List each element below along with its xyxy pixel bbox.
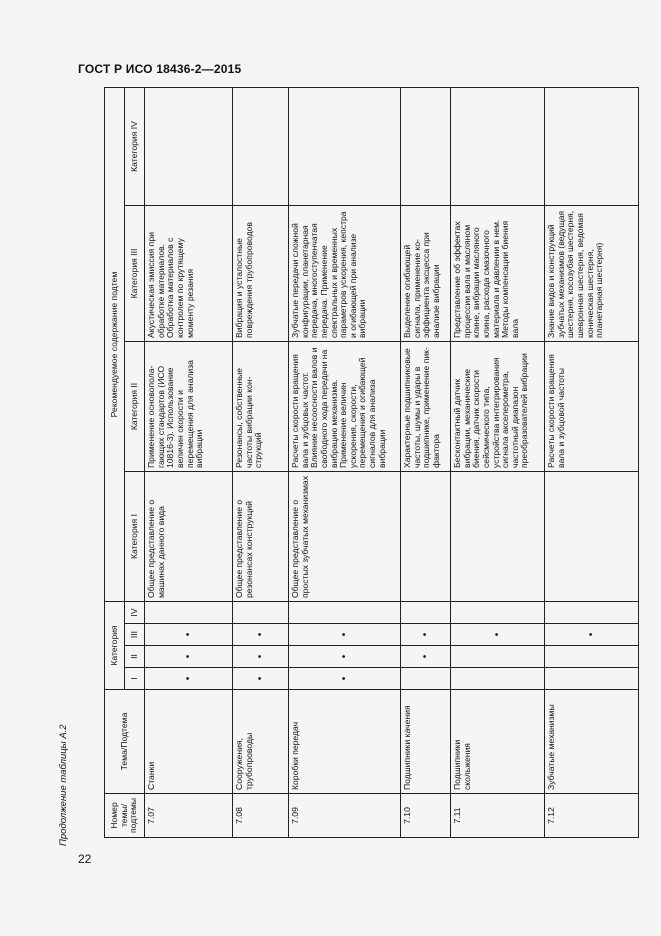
content-category-3: Знание видов и конструкций зубчатых механизмов (ведущая шестерня, косозубая шестерня, шевронная шестерня, ведомая коническая шестерня, планетарная шестерня) [545, 206, 639, 342]
document-header: ГОСТ Р ИСО 18436-2—2015 [78, 62, 242, 76]
content-category-4 [545, 87, 639, 205]
content-category-3: Выделение огибающей сигнала, применение коэффициента эксцесса при анализе вибрации [401, 206, 451, 342]
header-category-4: Категория IV [125, 87, 145, 205]
row-topic: Коробки передач [289, 690, 401, 794]
row-number: 7.11 [451, 794, 545, 838]
header-content: Рекомендуемое содержание подтем [105, 87, 125, 601]
header-roman-4: IV [125, 602, 145, 624]
category-2-marker: • [233, 646, 289, 668]
category-1-marker [401, 668, 451, 690]
table-row [233, 87, 289, 837]
content-category-3: Представление об эффектах процессии вала и масляном клине, вибрации масляного клина, расхода смазочного материала и давлении в нем. Методы компенсации биения вала [451, 206, 545, 342]
row-number: 7.07 [145, 794, 233, 838]
row-number: 7.09 [289, 794, 401, 838]
category-3-marker: • [145, 624, 233, 646]
content-category-4 [401, 87, 451, 205]
content-category-3: Зубчатые передачи сложной конфигурации, планетарная передача, многоступенчатая передача. Применение спектральных и временных параметров ускорения, кепстра и огибающей при анализе вибрации [289, 206, 401, 342]
header-category-3: Категория III [125, 206, 145, 342]
content-category-4 [233, 87, 289, 205]
table-row [289, 87, 401, 837]
header-category-2: Категория II [125, 342, 145, 472]
category-4-marker [233, 602, 289, 624]
row-topic: Станки [145, 690, 233, 794]
page-number: 22 [78, 852, 92, 866]
category-1-marker [451, 668, 545, 690]
content-category-1 [401, 472, 451, 602]
content-category-1: Общее представление о простых зубчатых механизмах [289, 472, 401, 602]
category-4-marker [451, 602, 545, 624]
category-2-marker: • [401, 646, 451, 668]
category-2-marker [451, 646, 545, 668]
topics-table [104, 87, 639, 838]
category-3-marker: • [545, 624, 639, 646]
category-1-marker [545, 668, 639, 690]
category-4-marker [289, 602, 401, 624]
table-row [401, 87, 451, 837]
category-1-marker: • [233, 668, 289, 690]
table-row [545, 87, 639, 837]
content-category-2: Применение основополагающих стандартов (ИСО 10816-3). Использование величин скорости и перемещения для анализа вибрации [145, 342, 233, 472]
category-2-marker: • [289, 646, 401, 668]
header-number: Номер темы/ подтемы [105, 794, 145, 838]
content-category-4 [289, 87, 401, 205]
category-4-marker [401, 602, 451, 624]
row-topic: Зубчатые механизмы [545, 690, 639, 794]
row-topic: Подшипники качения [401, 690, 451, 794]
category-1-marker: • [145, 668, 233, 690]
content-category-1 [451, 472, 545, 602]
content-category-4 [145, 87, 233, 205]
header-topic: Тема/Подтема [105, 690, 145, 794]
category-2-marker: • [145, 646, 233, 668]
category-1-marker: • [289, 668, 401, 690]
content-category-1 [545, 472, 639, 602]
row-topic: Сооружения, трубопроводы [233, 690, 289, 794]
content-category-2: Резонансы, собственные частоты вибрации конструкций [233, 342, 289, 472]
rotated-table-container [104, 88, 622, 838]
category-3-marker: • [289, 624, 401, 646]
category-4-marker [545, 602, 639, 624]
header-roman-2: II [125, 646, 145, 668]
content-category-2: Характерные подшипниковые частоты, шумы и удары в подшипнике, применение пик-фактора [401, 342, 451, 472]
row-number: 7.10 [401, 794, 451, 838]
row-number: 7.12 [545, 794, 639, 838]
category-3-marker: • [451, 624, 545, 646]
content-category-2: Расчеты скорости вращения вала и зубцовой частоты [545, 342, 639, 472]
table-caption: Продолжение таблицы А.2 [58, 724, 69, 846]
header-category: Категория [105, 602, 125, 690]
content-category-1: Общее представление о машинах данного вида [145, 472, 233, 602]
row-topic: Подшипники скольжения [451, 690, 545, 794]
header-roman-3: III [125, 624, 145, 646]
content-category-4 [451, 87, 545, 205]
content-category-1: Общее представление о резонансах конструкций [233, 472, 289, 602]
category-3-marker: • [401, 624, 451, 646]
row-number: 7.08 [233, 794, 289, 838]
header-roman-1: I [125, 668, 145, 690]
category-2-marker [545, 646, 639, 668]
header-category-1: Категория I [125, 472, 145, 602]
table-row [451, 87, 545, 837]
content-category-3: Акустическая эмиссия при обработке материалов. Обработка материалов с контролем по крутящему моменту резания [145, 206, 233, 342]
content-category-3: Вибрация и усталостные повреждения трубопроводов [233, 206, 289, 342]
category-3-marker: • [233, 624, 289, 646]
content-category-2: Бесконтактный датчик вибрации, механические биения, датчик скорости сейсмического типа, устройства интегрирования сигнала акселерометра, частотный диапазон преобразователей вибрации [451, 342, 545, 472]
category-4-marker [145, 602, 233, 624]
content-category-2: Расчеты скорости вращения вала и зубцовых частот. Влияние несоосности валов и свободного хода передачи на вибрацию механизма. Применение величин ускорения, скорости, перемещения и огибающей сигналов для анализа вибрации [289, 342, 401, 472]
table-row [145, 87, 233, 837]
